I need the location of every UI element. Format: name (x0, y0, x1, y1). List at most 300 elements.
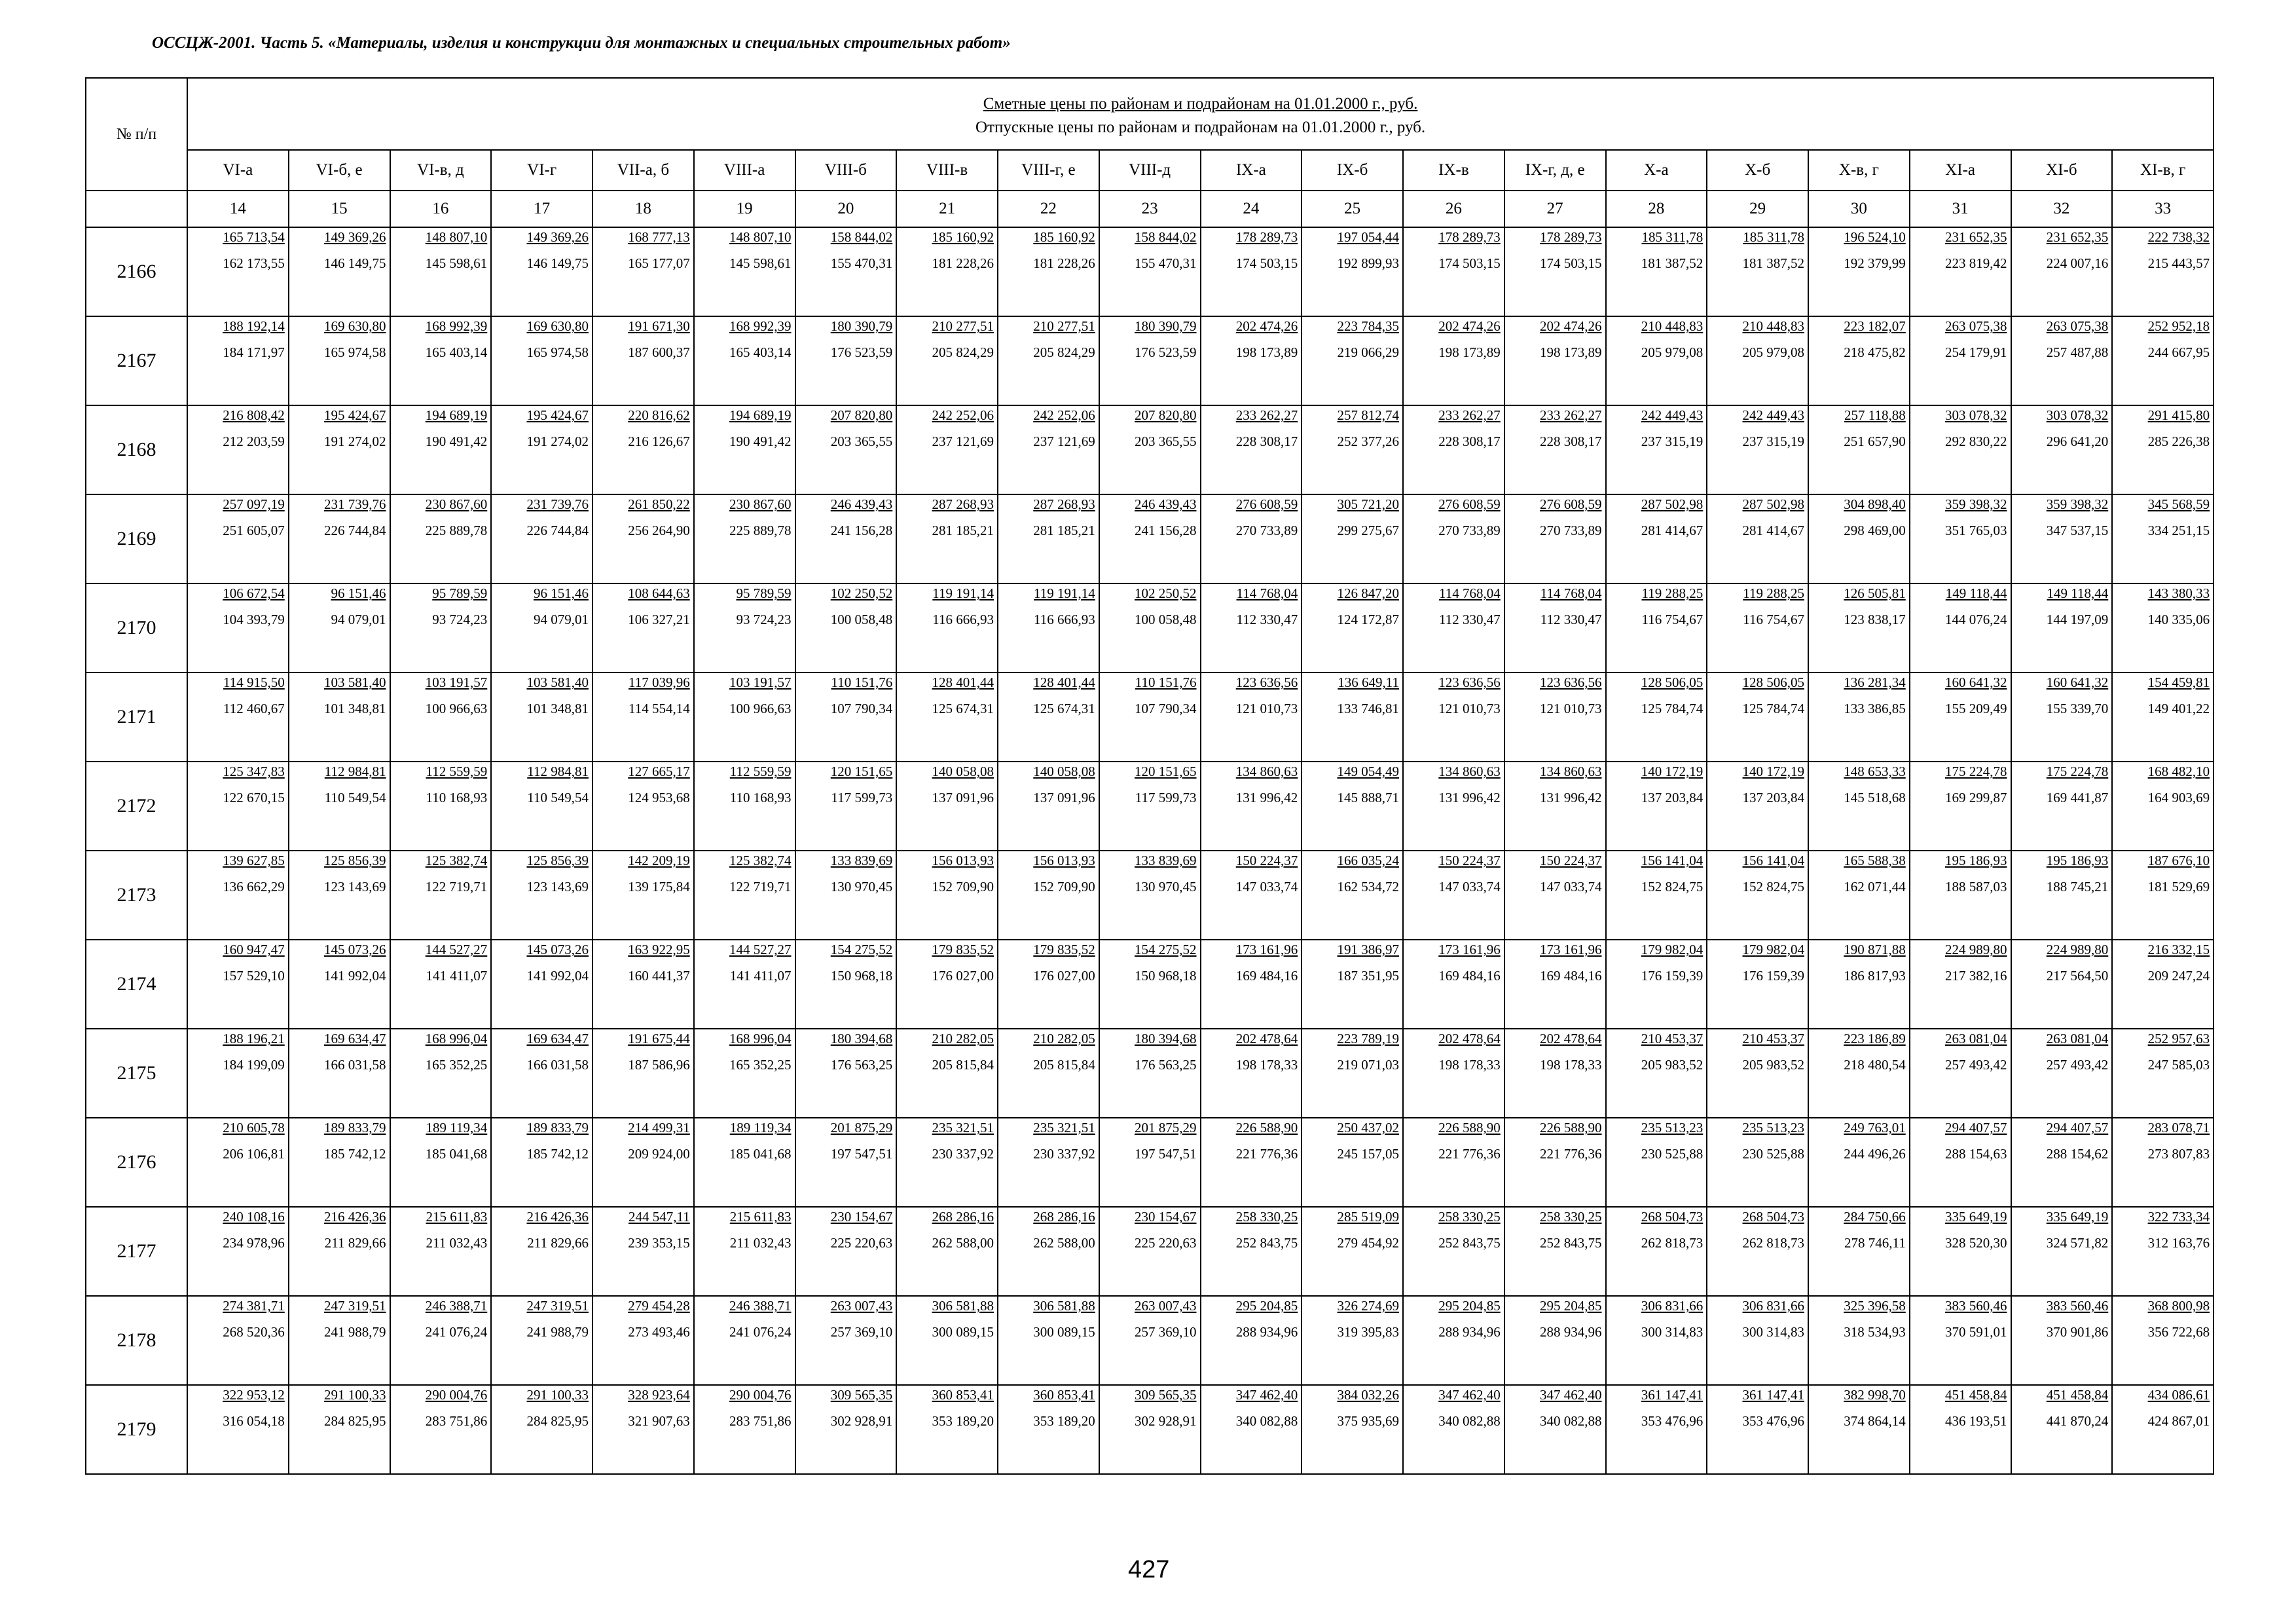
price-cell (187, 762, 289, 851)
selling-price: 198 173,89 (1438, 344, 1501, 360)
estimated-price: 144 527,27 (425, 942, 488, 957)
estimated-price: 150 224,37 (1540, 853, 1602, 868)
selling-price: 165 403,14 (425, 344, 488, 360)
price-cell (896, 316, 998, 405)
estimated-price: 150 224,37 (1438, 853, 1501, 868)
price-cell (694, 1207, 795, 1296)
selling-price: 211 829,66 (324, 1235, 386, 1251)
estimated-price: 361 147,41 (1641, 1387, 1704, 1403)
price-cell (491, 851, 592, 940)
selling-price: 123 143,69 (526, 879, 589, 895)
selling-price: 302 928,91 (830, 1413, 893, 1429)
estimated-price: 384 032,26 (1337, 1387, 1399, 1403)
estimated-price: 276 608,59 (1438, 496, 1501, 512)
price-cell (1504, 1207, 1606, 1296)
price-cell (1808, 316, 1910, 405)
estimated-price: 185 311,78 (1743, 229, 1804, 245)
price-cell (1099, 227, 1201, 316)
estimated-price: 168 482,10 (2147, 764, 2210, 779)
price-cell (289, 405, 390, 494)
selling-price: 216 126,67 (628, 434, 690, 449)
price-cell (1606, 1118, 1707, 1207)
selling-price: 209 924,00 (628, 1146, 690, 1162)
table-row (86, 316, 2214, 405)
price-cell (896, 673, 998, 762)
selling-price: 226 744,84 (526, 523, 589, 538)
price-cell (694, 673, 795, 762)
estimated-price: 125 856,39 (324, 853, 386, 868)
price-cell (896, 851, 998, 940)
selling-price: 141 992,04 (526, 968, 589, 984)
estimated-price: 257 118,88 (1844, 407, 1906, 423)
row-number: 2173 (86, 851, 187, 940)
price-cell (187, 1118, 289, 1207)
estimated-price: 263 075,38 (1945, 318, 2007, 334)
price-cell (1504, 1296, 1606, 1385)
estimated-price: 136 281,34 (1844, 674, 1906, 690)
price-cell (1201, 851, 1302, 940)
price-cell (1504, 583, 1606, 673)
estimated-price: 328 923,64 (628, 1387, 690, 1403)
estimated-price: 185 160,92 (932, 229, 994, 245)
estimated-price: 268 286,16 (1033, 1209, 1095, 1225)
table-row (86, 940, 2214, 1029)
estimated-price: 139 627,85 (223, 853, 285, 868)
estimated-price: 263 081,04 (1945, 1031, 2007, 1046)
price-cell (592, 1296, 694, 1385)
selling-price: 281 185,21 (1033, 523, 1095, 538)
selling-price: 169 484,16 (1438, 968, 1501, 984)
price-cell (896, 940, 998, 1029)
column-number: 24 (1201, 191, 1302, 227)
price-cell (2011, 1207, 2113, 1296)
selling-price: 353 476,96 (1641, 1413, 1704, 1429)
selling-price: 133 746,81 (1337, 701, 1399, 716)
selling-price: 218 475,82 (1844, 344, 1906, 360)
column-number: 32 (2011, 191, 2113, 227)
price-cell (2112, 1029, 2214, 1118)
estimated-price: 257 097,19 (223, 496, 285, 512)
selling-price: 141 411,07 (729, 968, 792, 984)
price-cell (1201, 1296, 1302, 1385)
selling-price: 145 518,68 (1844, 790, 1906, 805)
selling-price: 122 719,71 (425, 879, 488, 895)
selling-price: 144 197,09 (2046, 612, 2109, 627)
estimated-price: 290 004,76 (729, 1387, 792, 1403)
estimated-price: 360 853,41 (932, 1387, 994, 1403)
estimated-price: 306 831,66 (1641, 1298, 1704, 1314)
table-row (86, 583, 2214, 673)
selling-price: 164 903,69 (2147, 790, 2210, 805)
estimated-price: 119 288,25 (1641, 585, 1704, 601)
price-cell (1707, 1385, 1808, 1474)
estimated-price: 325 396,58 (1844, 1298, 1906, 1314)
selling-price: 100 058,48 (830, 612, 893, 627)
price-cell (998, 583, 1099, 673)
estimated-price: 279 454,28 (628, 1298, 690, 1314)
price-cell (390, 405, 492, 494)
estimated-price: 226 588,90 (1438, 1120, 1501, 1135)
selling-price: 144 076,24 (1945, 612, 2007, 627)
page-number: 427 (1128, 1556, 1170, 1583)
selling-price: 219 066,29 (1337, 344, 1399, 360)
price-cell (896, 1385, 998, 1474)
selling-price: 187 586,96 (628, 1057, 690, 1073)
estimated-price: 191 675,44 (628, 1031, 690, 1046)
price-cell (491, 1296, 592, 1385)
price-cell (1910, 673, 2011, 762)
selling-price: 241 156,28 (830, 523, 893, 538)
column-number: 27 (1504, 191, 1606, 227)
estimated-price: 247 319,51 (324, 1298, 386, 1314)
selling-price: 298 469,00 (1844, 523, 1906, 538)
estimated-price: 112 984,81 (324, 764, 386, 779)
selling-price: 228 308,17 (1438, 434, 1501, 449)
row-number: 2167 (86, 316, 187, 405)
selling-price: 140 335,06 (2147, 612, 2210, 627)
price-cell (390, 851, 492, 940)
estimated-price: 360 853,41 (1033, 1387, 1095, 1403)
estimated-price: 231 739,76 (324, 496, 386, 512)
selling-price: 340 082,88 (1438, 1413, 1501, 1429)
estimated-price: 175 224,78 (1945, 764, 2007, 779)
price-cell (1099, 851, 1201, 940)
row-number: 2169 (86, 494, 187, 583)
price-cell (2011, 583, 2113, 673)
estimated-price: 223 789,19 (1337, 1031, 1399, 1046)
estimated-price: 168 992,39 (425, 318, 488, 334)
selling-price: 191 274,02 (526, 434, 589, 449)
selling-price: 141 992,04 (324, 968, 386, 984)
price-cell (795, 405, 897, 494)
selling-price: 145 888,71 (1337, 790, 1399, 805)
price-cell (998, 1029, 1099, 1118)
selling-price: 257 487,88 (2046, 344, 2109, 360)
selling-price: 221 776,36 (1540, 1146, 1602, 1162)
selling-price: 165 177,07 (628, 255, 690, 271)
price-cell (491, 583, 592, 673)
selling-price: 174 503,15 (1438, 255, 1501, 271)
district-header: VIII-б (795, 150, 897, 191)
selling-price: 122 670,15 (223, 790, 285, 805)
selling-price: 162 071,44 (1844, 879, 1906, 895)
price-cell (896, 762, 998, 851)
selling-price: 312 163,76 (2147, 1235, 2210, 1251)
selling-price: 166 031,58 (324, 1057, 386, 1073)
selling-price: 124 953,68 (628, 790, 690, 805)
price-cell (998, 851, 1099, 940)
price-cell (998, 1207, 1099, 1296)
estimated-price: 149 369,26 (526, 229, 589, 245)
table-row (86, 762, 2214, 851)
price-cell (1201, 1118, 1302, 1207)
estimated-price: 250 437,02 (1337, 1120, 1399, 1135)
price-cell (1099, 316, 1201, 405)
district-header: VIII-г, е (998, 150, 1099, 191)
price-cell (1707, 940, 1808, 1029)
selling-price: 165 352,25 (425, 1057, 488, 1073)
column-number: 26 (1403, 191, 1504, 227)
price-cell (390, 1029, 492, 1118)
selling-price: 278 746,11 (1844, 1235, 1906, 1251)
selling-price: 212 203,59 (223, 434, 285, 449)
price-cell (1403, 1029, 1504, 1118)
selling-price: 100 966,63 (729, 701, 792, 716)
selling-price: 281 414,67 (1641, 523, 1704, 538)
estimated-price: 210 282,05 (1033, 1031, 1095, 1046)
estimated-price-caption: Сметные цены по районам и подрайонам на 01.01.2000 г., руб. (983, 95, 1418, 113)
selling-price: 112 330,47 (1439, 612, 1501, 627)
estimated-price: 134 860,63 (1235, 764, 1298, 779)
estimated-price: 202 474,26 (1438, 318, 1501, 334)
estimated-price: 216 808,42 (223, 407, 285, 423)
price-cell (1606, 405, 1707, 494)
estimated-price: 284 750,66 (1844, 1209, 1906, 1225)
selling-price: 176 563,25 (1135, 1057, 1197, 1073)
district-header: X-в, г (1808, 150, 1910, 191)
selling-price: 205 983,52 (1742, 1057, 1804, 1073)
price-cell (1302, 1029, 1403, 1118)
price-cell (1910, 1029, 2011, 1118)
estimated-price: 119 191,14 (1034, 585, 1095, 601)
selling-price: 137 203,84 (1742, 790, 1804, 805)
selling-price: 251 657,90 (1844, 434, 1906, 449)
selling-price: 94 079,01 (331, 612, 386, 627)
price-cell (390, 494, 492, 583)
estimated-price: 102 250,52 (830, 585, 893, 601)
column-number: 19 (694, 191, 795, 227)
estimated-price: 258 330,25 (1438, 1209, 1501, 1225)
estimated-price: 114 768,04 (1236, 585, 1298, 601)
selling-price: 112 330,47 (1540, 612, 1602, 627)
estimated-price: 383 560,46 (1945, 1298, 2007, 1314)
selling-price: 300 089,15 (1033, 1324, 1095, 1340)
selling-price: 150 968,18 (1135, 968, 1197, 984)
price-cell (1403, 762, 1504, 851)
row-number: 2179 (86, 1385, 187, 1474)
selling-price: 94 079,01 (534, 612, 589, 627)
price-cell (390, 940, 492, 1029)
estimated-price: 231 739,76 (526, 496, 589, 512)
selling-price: 198 178,33 (1540, 1057, 1602, 1073)
price-cell (390, 316, 492, 405)
selling-price: 211 032,43 (426, 1235, 488, 1251)
price-cell (1606, 762, 1707, 851)
price-cell (694, 583, 795, 673)
estimated-price: 149 054,49 (1337, 764, 1399, 779)
estimated-price: 134 860,63 (1438, 764, 1501, 779)
price-cell (896, 227, 998, 316)
estimated-price: 96 151,46 (331, 585, 386, 601)
price-cell (795, 940, 897, 1029)
selling-price: 176 159,39 (1641, 968, 1704, 984)
selling-price: 247 585,03 (2147, 1057, 2210, 1073)
price-cell (694, 1385, 795, 1474)
estimated-price: 224 989,80 (2046, 942, 2109, 957)
estimated-price: 347 462,40 (1438, 1387, 1501, 1403)
price-cell (592, 1029, 694, 1118)
row-number: 2166 (86, 227, 187, 316)
selling-price: 209 247,24 (2147, 968, 2210, 984)
selling-price: 169 299,87 (1945, 790, 2007, 805)
selling-price: 205 824,29 (932, 344, 994, 360)
estimated-price: 188 196,21 (223, 1031, 285, 1046)
selling-price: 176 027,00 (1033, 968, 1095, 984)
price-cell (998, 405, 1099, 494)
column-number: 15 (289, 191, 390, 227)
estimated-price: 128 401,44 (1033, 674, 1095, 690)
price-cell (491, 405, 592, 494)
price-cell (1302, 405, 1403, 494)
estimated-price: 140 172,19 (1742, 764, 1804, 779)
price-cell (998, 940, 1099, 1029)
estimated-price: 230 154,67 (830, 1209, 893, 1225)
estimated-price: 303 078,32 (2046, 407, 2109, 423)
price-cell (694, 227, 795, 316)
selling-price: 254 179,91 (1945, 344, 2007, 360)
selling-price: 221 776,36 (1235, 1146, 1298, 1162)
selling-price: 93 724,23 (736, 612, 792, 627)
district-header: X-б (1707, 150, 1808, 191)
price-cell (1707, 227, 1808, 316)
price-cell (998, 1296, 1099, 1385)
estimated-price: 95 789,59 (736, 585, 792, 601)
estimated-price: 295 204,85 (1540, 1298, 1602, 1314)
column-number-blank (86, 191, 187, 227)
estimated-price: 202 478,64 (1438, 1031, 1501, 1046)
estimated-price: 347 462,40 (1540, 1387, 1602, 1403)
estimated-price: 233 262,27 (1540, 407, 1602, 423)
price-cell (1910, 851, 2011, 940)
selling-price: 162 173,55 (223, 255, 285, 271)
price-cell (1403, 494, 1504, 583)
price-cell (896, 1296, 998, 1385)
estimated-price: 156 013,93 (932, 853, 994, 868)
estimated-price: 158 844,02 (1135, 229, 1197, 245)
selling-price: 288 934,96 (1235, 1324, 1298, 1340)
price-cell (1808, 494, 1910, 583)
estimated-price: 168 996,04 (425, 1031, 488, 1046)
selling-price: 215 443,57 (2147, 255, 2210, 271)
price-cell (2011, 673, 2113, 762)
selling-price: 225 220,63 (830, 1235, 893, 1251)
price-cell (1808, 1385, 1910, 1474)
price-cell (694, 851, 795, 940)
price-cell (289, 762, 390, 851)
selling-price: 110 168,93 (426, 790, 488, 805)
price-cell (795, 1207, 897, 1296)
selling-price: 110 168,93 (729, 790, 792, 805)
selling-price: 185 041,68 (729, 1146, 792, 1162)
estimated-price: 114 915,50 (223, 674, 285, 690)
price-cell (1504, 851, 1606, 940)
selling-price: 130 970,45 (830, 879, 893, 895)
estimated-price: 224 989,80 (1945, 942, 2007, 957)
price-cell (390, 1296, 492, 1385)
selling-price: 197 547,51 (830, 1146, 893, 1162)
selling-price: 268 520,36 (223, 1324, 285, 1340)
estimated-price: 226 588,90 (1235, 1120, 1298, 1135)
selling-price: 234 978,96 (223, 1235, 285, 1251)
price-cell (1403, 1118, 1504, 1207)
selling-price: 147 033,74 (1438, 879, 1501, 895)
selling-price: 256 264,90 (628, 523, 690, 538)
selling-price: 283 751,86 (729, 1413, 792, 1429)
selling-price: 302 928,91 (1135, 1413, 1197, 1429)
price-cell (1808, 940, 1910, 1029)
estimated-price: 102 250,52 (1135, 585, 1197, 601)
selling-price: 225 889,78 (729, 523, 792, 538)
selling-price: 319 395,83 (1337, 1324, 1399, 1340)
selling-price: 205 983,52 (1641, 1057, 1704, 1073)
estimated-price: 195 424,67 (526, 407, 589, 423)
price-cell (2112, 673, 2214, 762)
selling-price: 230 337,92 (1033, 1146, 1095, 1162)
estimated-price: 196 524,10 (1844, 229, 1906, 245)
price-cell (491, 227, 592, 316)
column-number: 18 (592, 191, 694, 227)
selling-price: 130 970,45 (1135, 879, 1197, 895)
selling-price: 292 830,22 (1945, 434, 2007, 449)
price-cell (1201, 227, 1302, 316)
selling-price: 241 076,24 (729, 1324, 792, 1340)
estimated-price: 263 075,38 (2046, 318, 2109, 334)
price-cell (1707, 1029, 1808, 1118)
selling-price: 122 719,71 (729, 879, 792, 895)
selling-price: 203 365,55 (1135, 434, 1197, 449)
district-header: XI-б (2011, 150, 2113, 191)
selling-price: 100 058,48 (1135, 612, 1197, 627)
price-table (85, 77, 2214, 1475)
estimated-price: 180 390,79 (830, 318, 893, 334)
estimated-price: 185 311,78 (1641, 229, 1704, 245)
price-cell (1808, 1029, 1910, 1118)
selling-price: 340 082,88 (1540, 1413, 1602, 1429)
selling-price: 139 175,84 (628, 879, 690, 895)
selling-price: 205 815,84 (932, 1057, 994, 1073)
price-cell (694, 1296, 795, 1385)
estimated-price: 223 186,89 (1844, 1031, 1906, 1046)
estimated-price: 263 081,04 (2046, 1031, 2109, 1046)
price-cell (795, 583, 897, 673)
price-cell (1910, 1207, 2011, 1296)
selling-price: 353 476,96 (1742, 1413, 1804, 1429)
selling-price: 155 339,70 (2046, 701, 2109, 716)
selling-price: 191 274,02 (324, 434, 386, 449)
selling-price: 273 493,46 (628, 1324, 690, 1340)
estimated-price: 249 763,01 (1844, 1120, 1906, 1135)
price-cell (390, 673, 492, 762)
price-cell (491, 1207, 592, 1296)
table-row (86, 405, 2214, 494)
selling-price: 114 554,14 (629, 701, 690, 716)
price-cell (1403, 1207, 1504, 1296)
estimated-price: 230 867,60 (425, 496, 488, 512)
district-header: XI-а (1910, 150, 2011, 191)
price-cell (2011, 1118, 2113, 1207)
price-cell (694, 494, 795, 583)
price-cell (2112, 405, 2214, 494)
estimated-price: 207 820,80 (830, 407, 893, 423)
estimated-price: 304 898,40 (1844, 496, 1906, 512)
price-cell (1707, 1207, 1808, 1296)
selling-price: 318 534,93 (1844, 1324, 1906, 1340)
price-cell (1606, 851, 1707, 940)
estimated-price: 263 007,43 (1135, 1298, 1197, 1314)
estimated-price: 128 506,05 (1742, 674, 1804, 690)
price-cell (998, 673, 1099, 762)
estimated-price: 210 277,51 (1033, 318, 1095, 334)
